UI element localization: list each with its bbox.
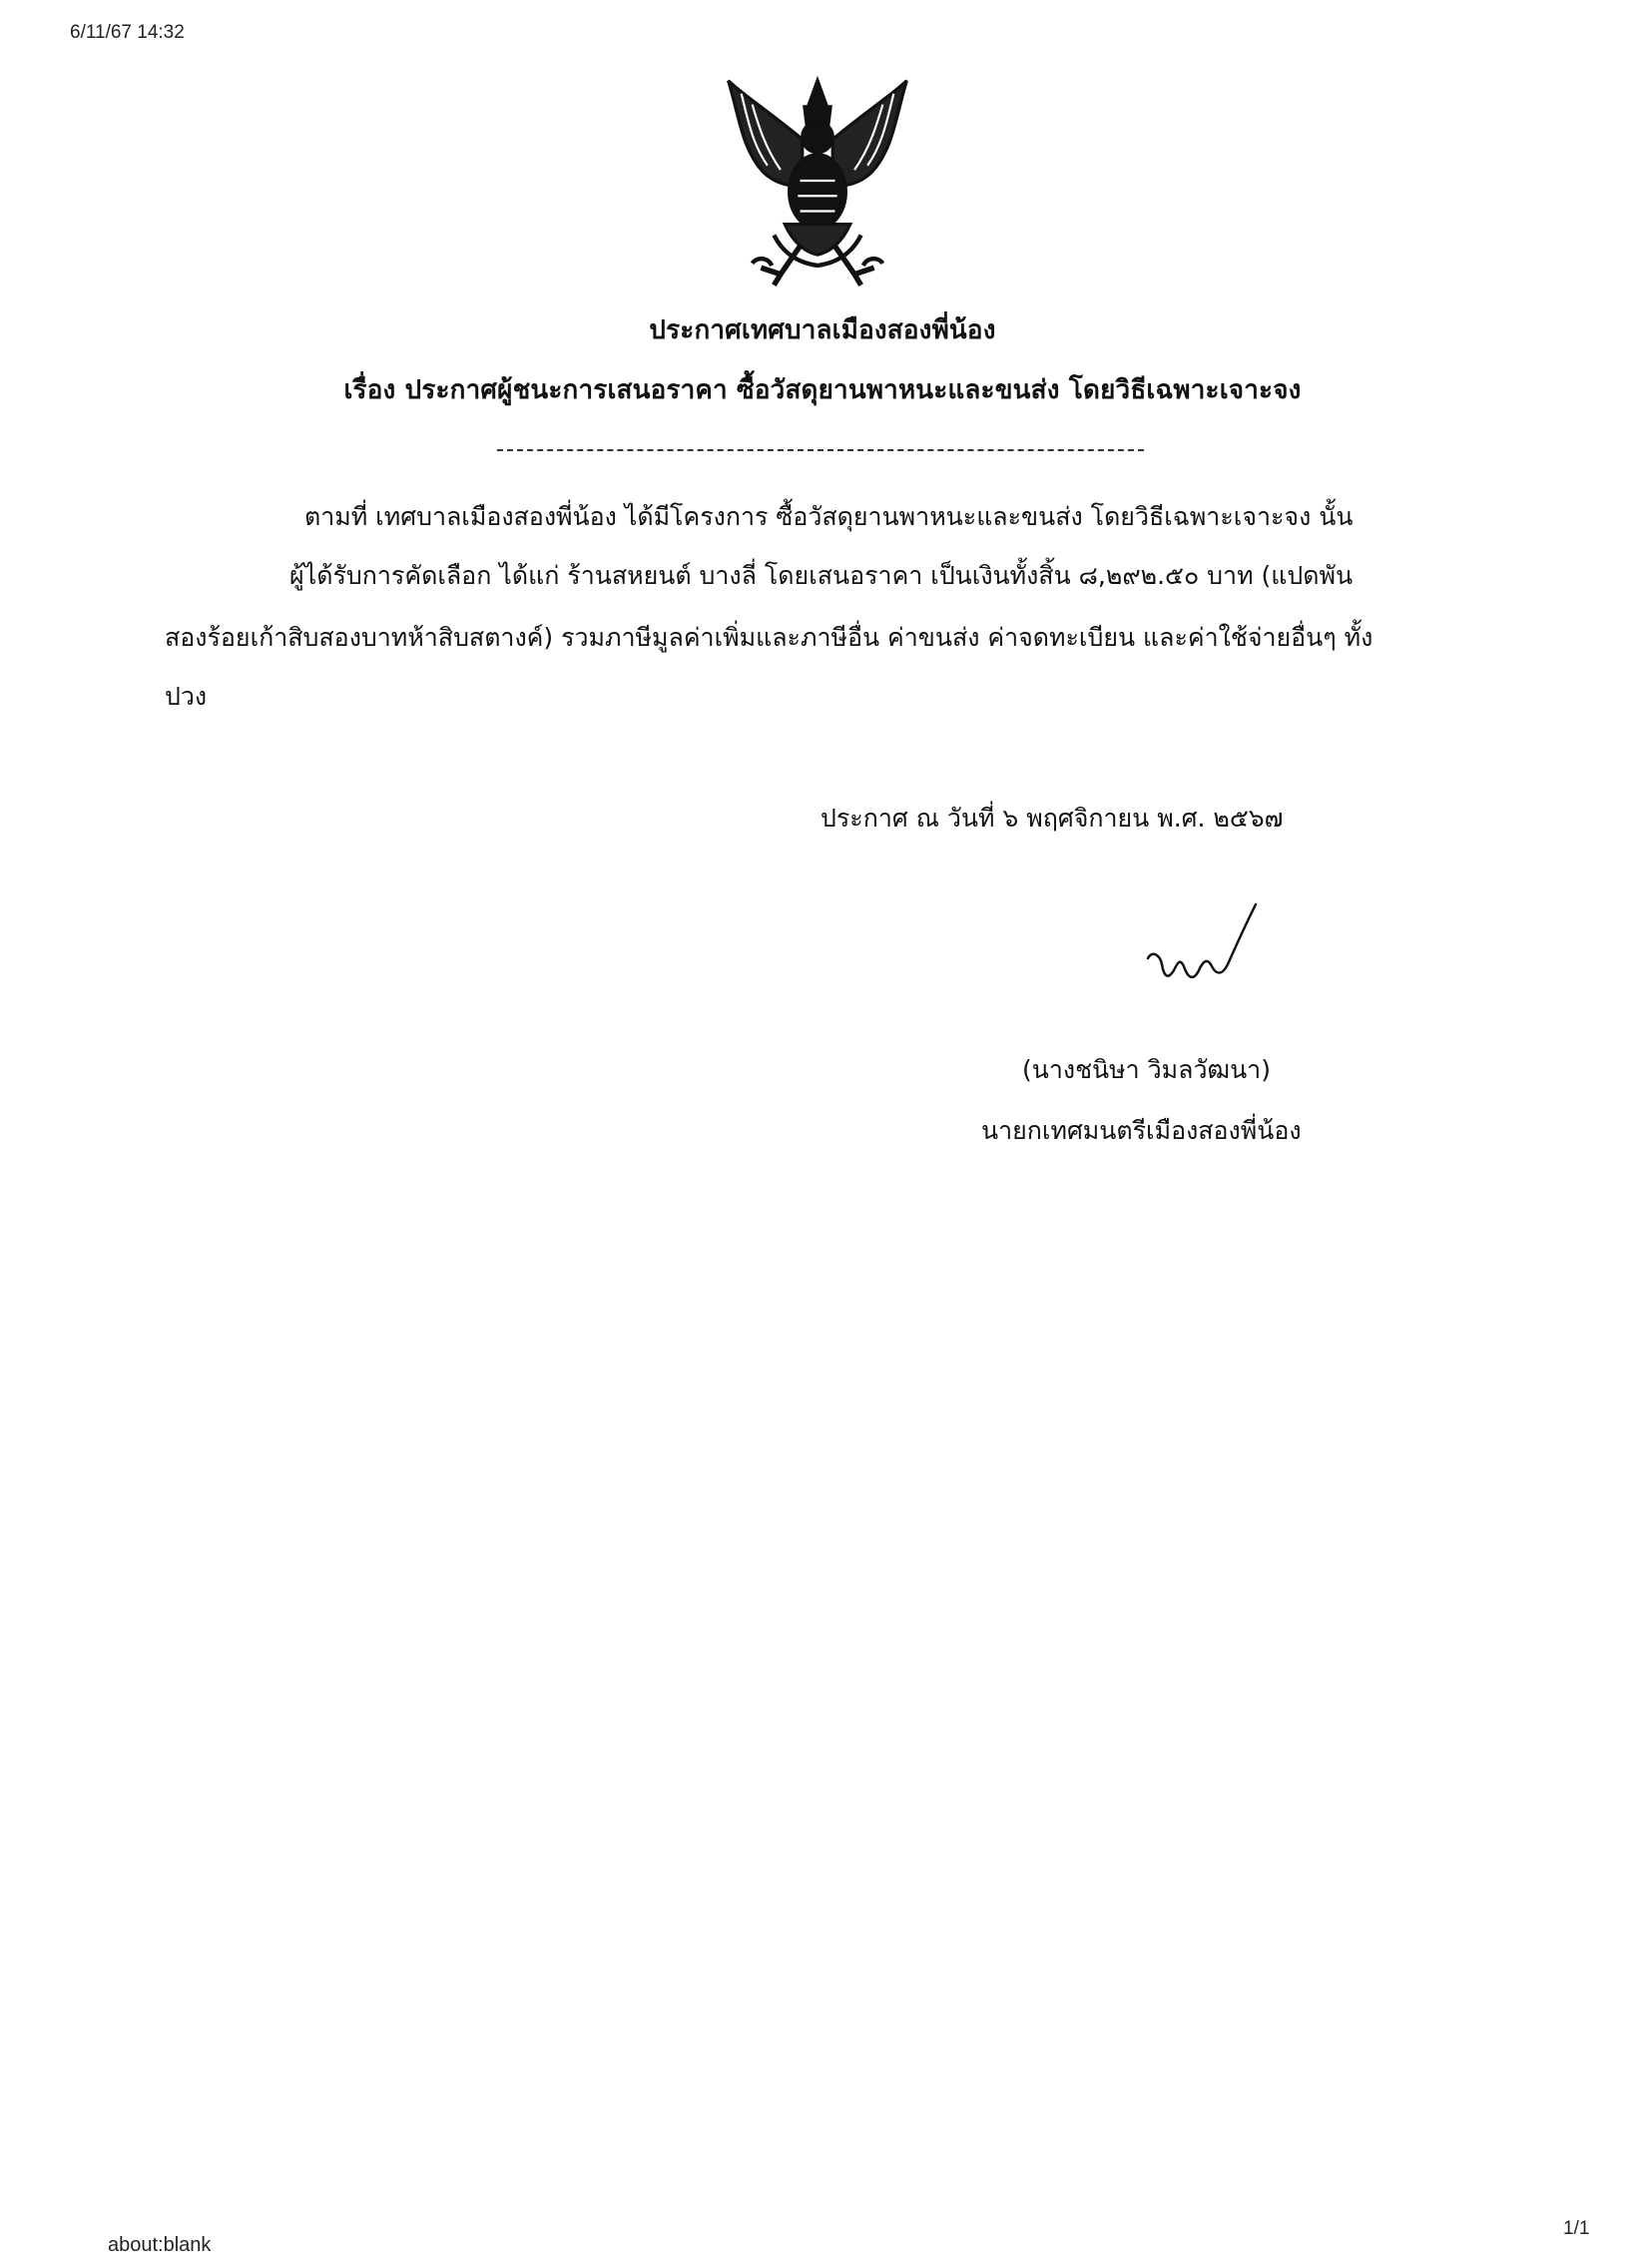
print-footer-url: about:blank bbox=[108, 2234, 212, 2256]
body-line-3: สองร้อยเก้าสิบสองบาทห้าสิบสตางค์) รวมภาษีมูลค่าเพิ่มและภาษีอื่น ค่าขนส่ง ค่าจดทะเบียน และค่าใช้จ่ายอื่นๆ ทั้ง bbox=[165, 623, 1373, 652]
announcement-subject: เรื่อง ประกาศผู้ชนะการเสนอราคา ซื้อวัสดุยานพาหนะและขนส่ง โดยวิธีเฉพาะเจาะจง bbox=[343, 375, 1302, 405]
signature-mark bbox=[1138, 898, 1278, 1008]
announcement-date: ประกาศ ณ วันที่ ๖ พฤศจิกายน พ.ศ. ๒๕๖๗ bbox=[821, 804, 1284, 833]
garuda-emblem-icon bbox=[709, 72, 926, 289]
print-header-datetime: 6/11/67 14:32 bbox=[70, 22, 185, 43]
signatory-position: นายกเทศมนตรีเมืองสองพี่น้อง bbox=[981, 1116, 1302, 1145]
heading-divider bbox=[497, 449, 1144, 451]
announcement-heading: ประกาศเทศบาลเมืองสองพี่น้อง bbox=[649, 315, 996, 345]
body-line-4: ปวง bbox=[165, 682, 208, 711]
print-footer-page: 1/1 bbox=[1563, 2218, 1590, 2239]
body-line-2: ผู้ได้รับการคัดเลือก ได้แก่ ร้านสหยนต์ บางลี่ โดยเสนอราคา เป็นเงินทั้งสิ้น ๘,๒๙๒.๕๐ บาท (แปดพัน bbox=[289, 561, 1354, 590]
signatory-name: (นางชนิษา วิมลวัฒนา) bbox=[1022, 1055, 1271, 1084]
body-line-1: ตามที่ เทศบาลเมืองสองพี่น้อง ได้มีโครงการ ซื้อวัสดุยานพาหนะและขนส่ง โดยวิธีเฉพาะเจาะจง นั้น bbox=[304, 502, 1354, 531]
